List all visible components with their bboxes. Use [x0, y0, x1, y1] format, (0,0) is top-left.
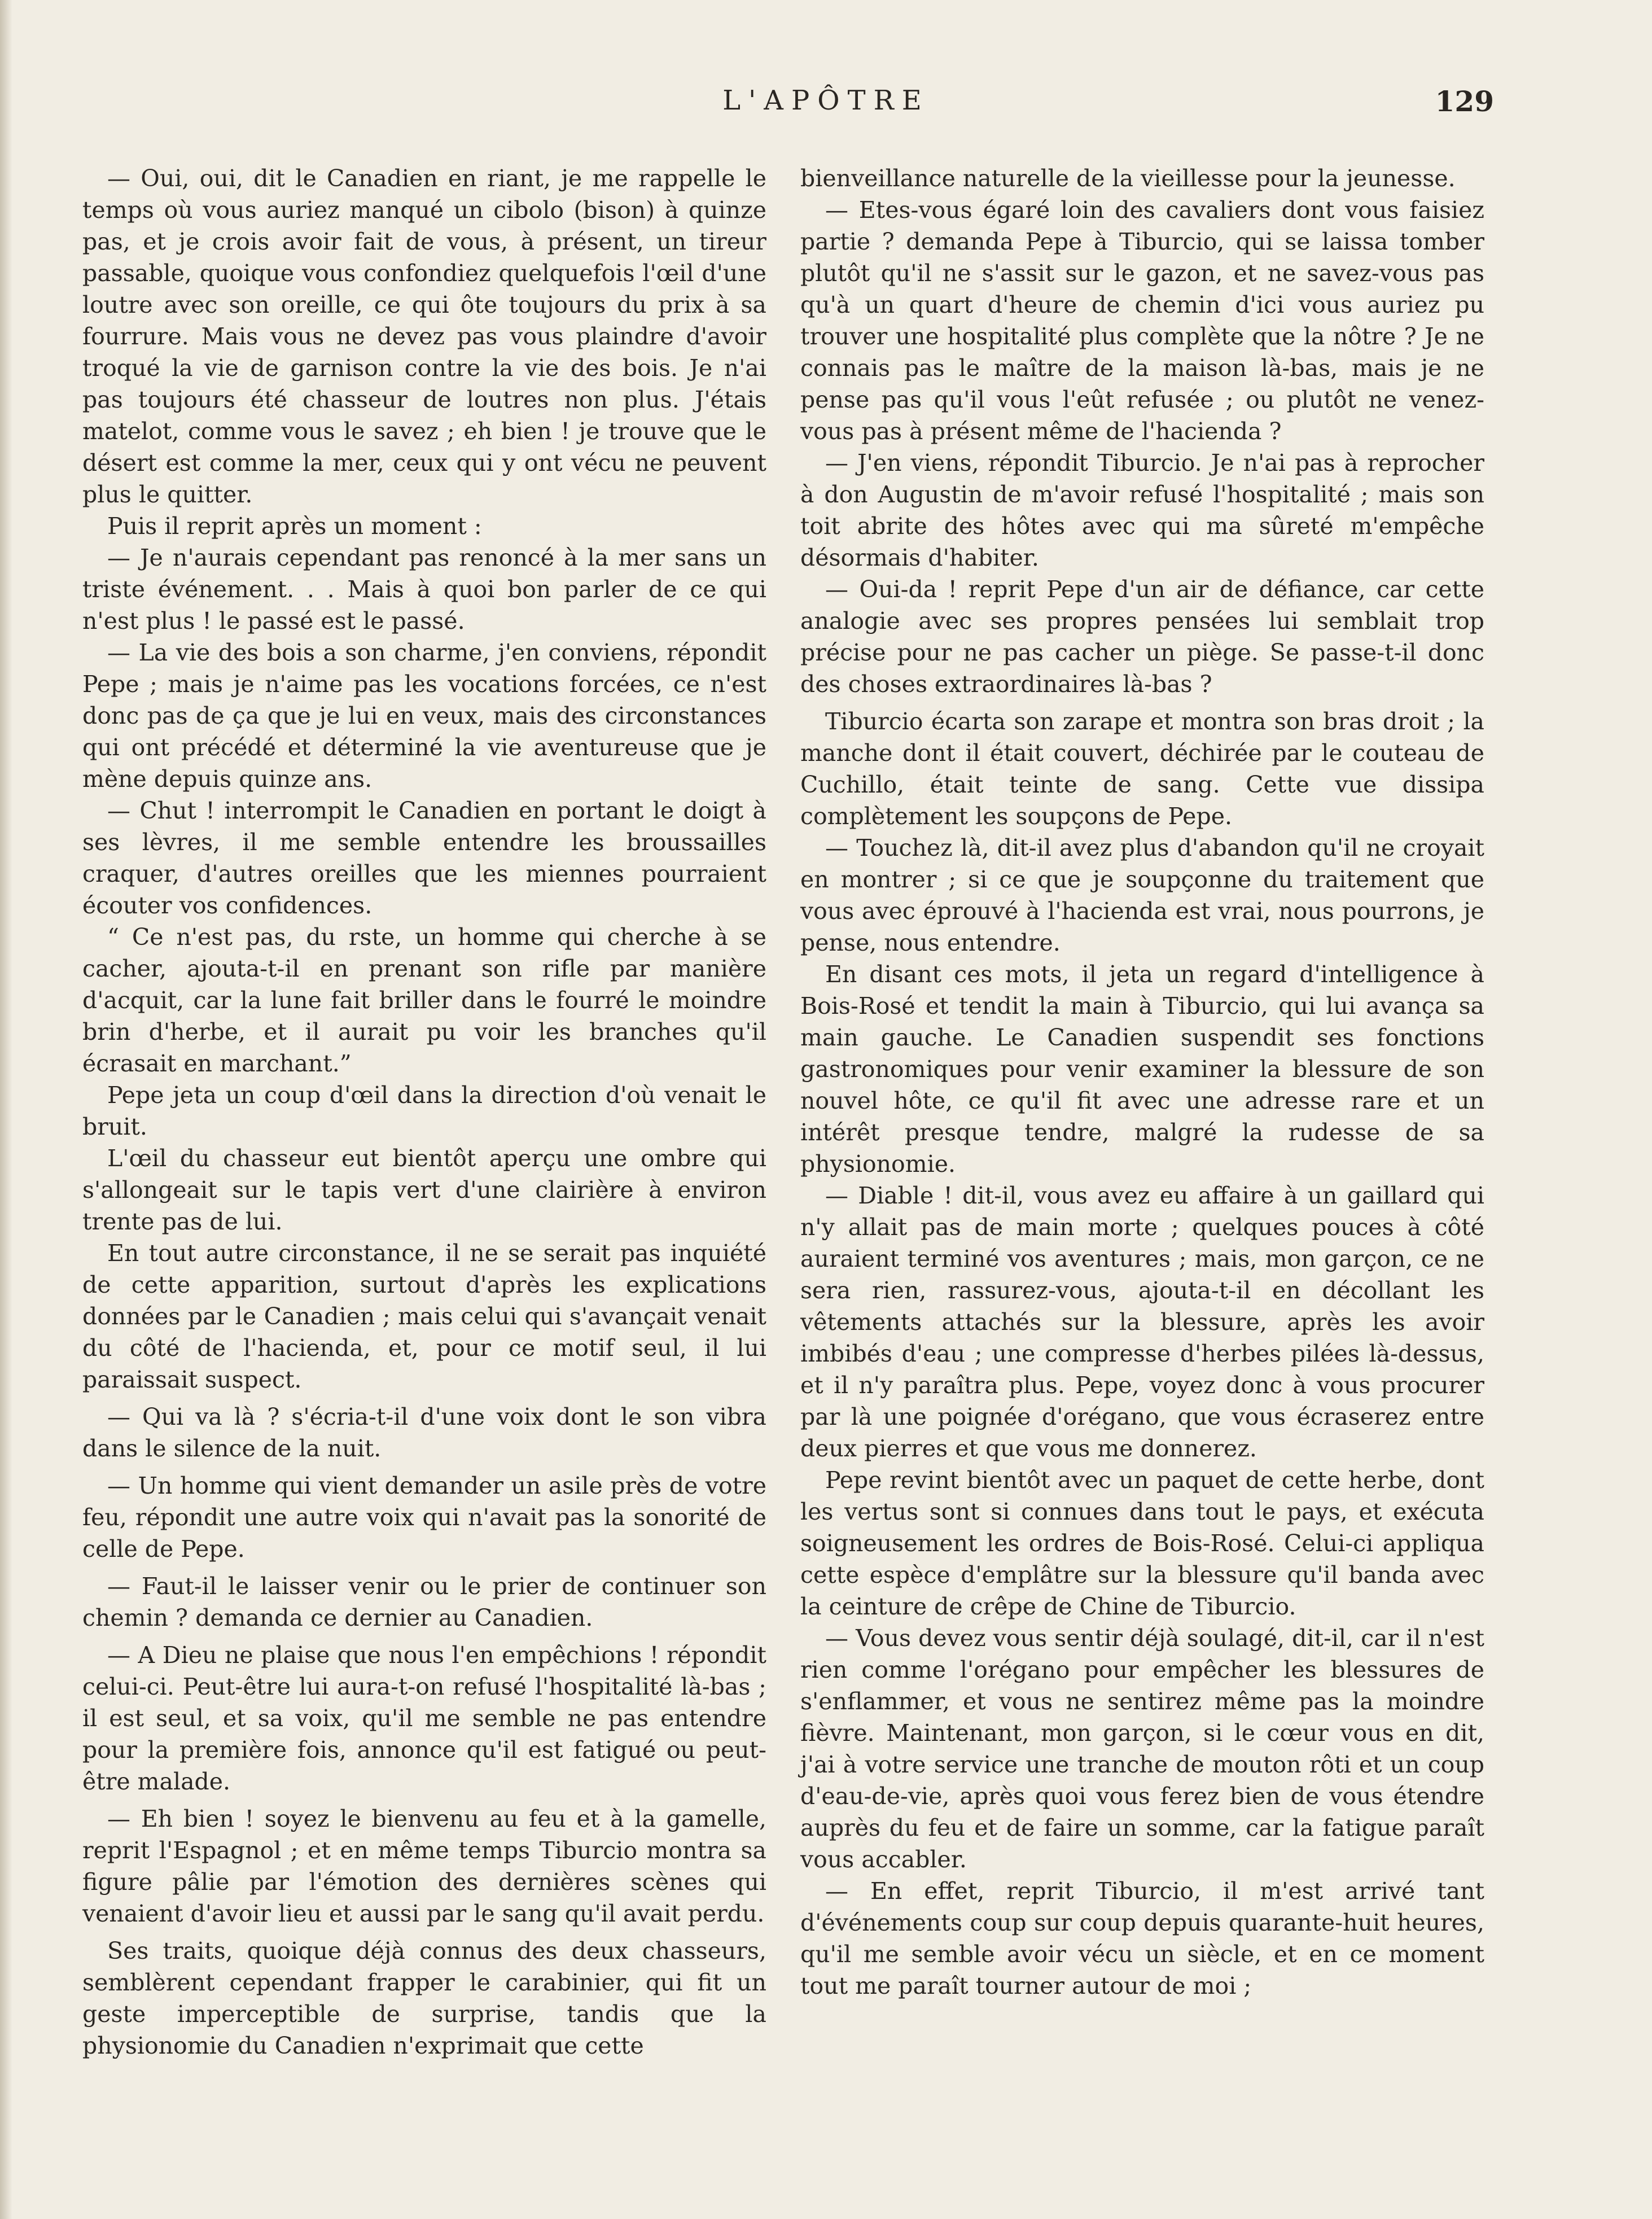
paragraph: L'œil du chasseur eut bientôt aperçu une ombre qui s'allongeait sur le tapis vert d'une clairière à environ trente pas de lui.: [82, 1145, 766, 1235]
paragraph: — A Dieu ne plaise que nous l'en empêchions ! répondit celui-ci. Peut-être lui aura-t-on refusé l'hospitalité là-bas ; il est seul, et sa voix, qu'il me semble ne pas entendre pour la première fois, annonce qu'il est fatigué ou peut-être malade.: [82, 1642, 766, 1795]
paragraph: — La vie des bois a son charme, j'en conviens, répondit Pepe ; mais je n'aime pas les vocations forcées, ce n'est donc pas de ça que je lui en veux, mais des circonstances qui ont précédé et déterminé la vie aventureuse que je mène depuis quinze ans.: [82, 639, 766, 793]
paragraph: En tout autre circonstance, il ne se serait pas inquiété de cette apparition, surtout d'après les explications données par le Canadien ; mais celui qui s'avançait venait du côté de l'hacienda, et, pour ce motif seul, il lui paraissait suspect.: [82, 1240, 766, 1393]
paragraph: “ Ce n'est pas, du rste, un homme qui cherche à se cacher, ajouta-t-il en prenant son rifle par manière d'acquit, car la lune fait briller dans le fourré le moindre brin d'herbe, et il aurait pu voir les branches qu'il écrasait en marchant.”: [82, 924, 766, 1077]
right-column: [800, 163, 1484, 2002]
paragraph: — Vous devez vous sentir déjà soulagé, dit-il, car il n'est rien comme l'orégano pour empêcher les blessures de s'enflammer, et vous ne sentirez même pas la moindre fièvre. Maintenant, mon garçon, si le cœur vous en dit, j'ai à votre service une tranche de mouton rôti et un coup d'eau-de-vie, après quoi vous ferez bien de vous étendre auprès du feu et de faire un somme, car la fatigue paraît vous accabler.: [800, 1625, 1484, 1873]
left-column: [82, 163, 766, 2062]
paragraph: — J'en viens, répondit Tiburcio. Je n'ai pas à reprocher à don Augustin de m'avoir refusé l'hospitalité ; mais son toit abrite des hôtes avec qui ma sûreté m'empêche désormais d'habiter.: [800, 449, 1484, 571]
paragraph: Ses traits, quoique déjà connus des deux chasseurs, semblèrent cependant frapper le carabinier, qui fit un geste imperceptible de surprise, tandis que la physionomie du Canadien n'exprimait que cette: [82, 1937, 766, 2059]
paragraph: — Eh bien ! soyez le bienvenu au feu et à la gamelle, reprit l'Espagnol ; et en même temps Tiburcio montra sa figure pâlie par l'émotion des dernières scènes qui venaient d'avoir lieu et aussi par le sang qu'il avait perdu.: [82, 1805, 766, 1927]
paragraph: En disant ces mots, il jeta un regard d'intelligence à Bois-Rosé et tendit la main à Tiburcio, qui lui avança sa main gauche. Le Canadien suspendit ses fonctions gastronomiques pour venir examiner la blessure de son nouvel hôte, ce qu'il fit avec une adresse rare et un intérêt presque tendre, malgré la rudesse de sa physionomie.: [800, 961, 1484, 1178]
paragraph: — Qui va là ? s'écria-t-il d'une voix dont le son vibra dans le silence de la nuit.: [82, 1403, 766, 1462]
paragraph: — Touchez là, dit-il avez plus d'abandon qu'il ne croyait en montrer ; si ce que je soupçonne du traitement que vous avec éprouvé à l'hacienda est vrai, nous pourrons, je pense, nous entendre.: [800, 834, 1484, 956]
paragraph: — Je n'aurais cependant pas renoncé à la mer sans un triste événement. . . Mais à quoi bon parler de ce qui n'est plus ! le passé est le passé.: [82, 544, 766, 634]
paragraph: — Chut ! interrompit le Canadien en portant le doigt à ses lèvres, il me semble entendre les broussailles craquer, d'autres oreilles que les miennes pourraient écouter vos confidences.: [82, 797, 766, 919]
paragraph: — Oui-da ! reprit Pepe d'un air de défiance, car cette analogie avec ses propres pensées lui semblait trop précise pour ne pas cacher un piège. Se passe-t-il donc des choses extraordinaires là-bas ?: [800, 576, 1484, 698]
paragraph: Pepe jeta un coup d'œil dans la direction d'où venait le bruit.: [82, 1082, 766, 1140]
paragraph: — Etes-vous égaré loin des cavaliers dont vous faisiez partie ? demanda Pepe à Tiburcio, qui se laissa tomber plutôt qu'il ne s'assit sur le gazon, et ne savez-vous pas qu'à un quart d'heure de chemin d'ici vous auriez pu trouver une hospitalité plus complète que la nôtre ? Je ne connais pas le maître de la maison là-bas, mais je ne pense pas qu'il vous l'eût refusée ; ou plutôt ne venez-vous pas à présent même de l'hacienda ?: [800, 196, 1484, 445]
paragraph: — Oui, oui, dit le Canadien en riant, je me rappelle le temps où vous auriez manqué un cibolo (bison) à quinze pas, et je crois avoir fait de vous, à présent, un tireur passable, quoique vous confondiez quelquefois l'œil d'une loutre avec son oreille, ce qui ôte toujours du prix à sa fourrure. Mais vous ne devez pas vous plaindre d'avoir troqué la vie de garnison contre la vie des bois. Je n'ai pas toujours été chasseur de loutres non plus. J'étais matelot, comme vous le savez ; eh bien ! je trouve que le désert est comme la mer, ceux qui y ont vécu ne peuvent plus le quitter.: [82, 165, 766, 508]
paragraph: — Faut-il le laisser venir ou le prier de continuer son chemin ? demanda ce dernier au Canadien.: [82, 1573, 766, 1631]
paragraph: Pepe revint bientôt avec un paquet de cette herbe, dont les vertus sont si connues dans tout le pays, et exécuta soigneusement les ordres de Bois-Rosé. Celui-ci appliqua cette espèce d'emplâtre sur la blessure qu'il banda avec la ceinture de crêpe de Chine de Tiburcio.: [800, 1467, 1484, 1620]
paragraph: — En effet, reprit Tiburcio, il m'est arrivé tant d'événements coup sur coup depuis quarante-huit heures, qu'il me semble avoir vécu un siècle, et en ce moment tout me paraît tourner autour de moi ;: [800, 1877, 1484, 1999]
paragraph: — Diable ! dit-il, vous avez eu affaire à un gaillard qui n'y allait pas de main morte ; quelques pouces à côté auraient terminé vos aventures ; mais, mon garçon, ce ne sera rien, rassurez-vous, ajouta-t-il en décollant les vêtements attachés sur la blessure, après les avoir imbibés d'eau ; une compresse d'herbes pilées là-dessus, et il n'y paraîtra plus. Pepe, voyez donc à vous procurer par là une poignée d'orégano, que vous écraserez entre deux pierres et que vous me donnerez.: [800, 1182, 1484, 1462]
page-number: 129: [1435, 85, 1494, 118]
page-binding-edge: [0, 0, 12, 2219]
paragraph: Puis il reprit après un moment :: [107, 513, 482, 540]
paragraph: — Un homme qui vient demander un asile près de votre feu, répondit une autre voix qui n'avait pas la sonorité de celle de Pepe.: [82, 1472, 766, 1563]
page-header: [0, 85, 1652, 124]
paragraph: Tiburcio écarta son zarape et montra son bras droit ; la manche dont il était couvert, déchirée par le couteau de Cuchillo, était teinte de sang. Cette vue dissipa complètement les soupçons de Pepe.: [800, 708, 1484, 830]
paragraph: bienveillance naturelle de la vieillesse pour la jeunesse.: [800, 165, 1456, 192]
running-title: L'APÔTRE: [722, 85, 930, 116]
